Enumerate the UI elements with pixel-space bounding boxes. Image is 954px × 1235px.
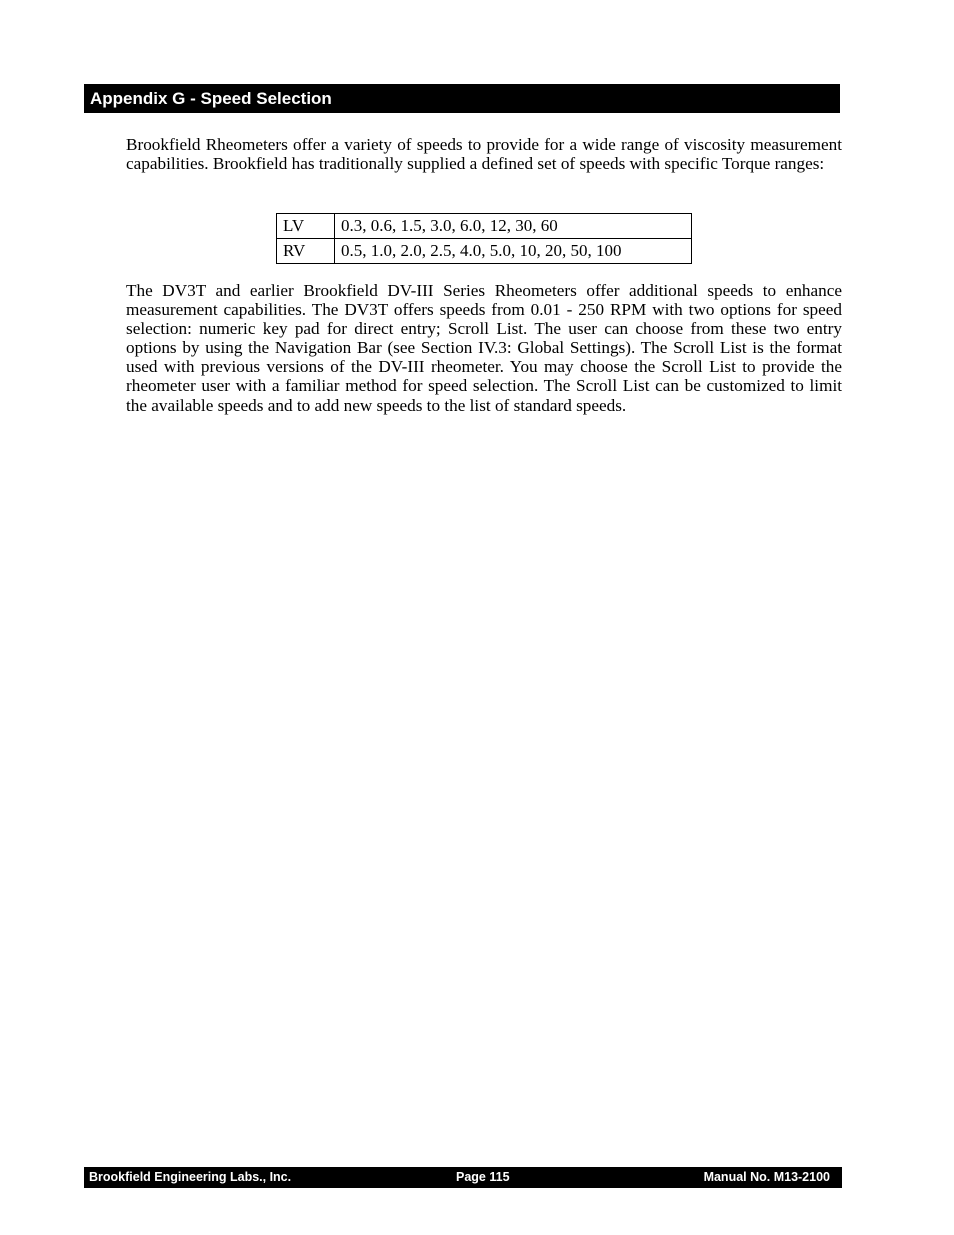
speeds-cell: 0.3, 0.6, 1.5, 3.0, 6.0, 12, 30, 60 [335,214,692,239]
details-paragraph: The DV3T and earlier Brookfield DV-III Series Rheometers offer additional speeds to enhance measurement capabilities. The DV3T offers speeds from 0.01 - 250 RPM with two options for speed selection: numeric key pad for direct entry; Scroll List. The user can choose from these two entry options by using the Navigation Bar (see Section IV.3: Global Settings). The Scroll List is the format used with previous versions of the DV-III rheometer. You may choose the Scroll List to provide the rheometer user with a familiar method for speed selection. The Scroll List can be customized to limit the available speeds and to add new speeds to the list of standard speeds. [126,281,842,415]
page-footer [84,1167,842,1188]
intro-paragraph: Brookfield Rheometers offer a variety of speeds to provide for a wide range of viscosity measurement capabilities. Brookfield has traditionally supplied a defined set of speeds with specific Torque ranges: [126,135,842,174]
footer-page-number: Page 115 [456,1170,510,1184]
speeds-cell: 0.5, 1.0, 2.0, 2.5, 4.0, 5.0, 10, 20, 50, 100 [335,239,692,264]
section-title: Appendix G - Speed Selection [84,84,840,113]
table-row [277,239,692,264]
speed-table [276,213,692,264]
footer-company: Brookfield Engineering Labs., Inc. [89,1170,292,1184]
spindle-code-cell: RV [277,239,335,264]
table-row [277,214,692,239]
spindle-code-cell: LV [277,214,335,239]
footer-manual-number: Manual No. M13-2100 [703,1170,830,1184]
